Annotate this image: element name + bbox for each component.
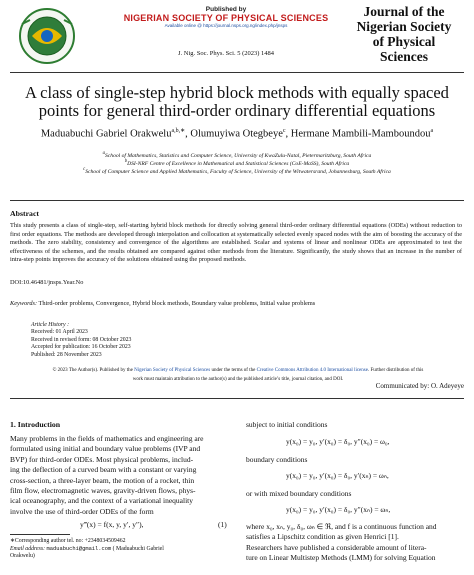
- author-name: , Hermane Mambili-Mamboundou: [285, 128, 431, 140]
- history-received: Received: 01 April 2023: [31, 329, 88, 336]
- body-rule: [10, 398, 464, 399]
- boundary-label: boundary conditions: [246, 455, 308, 464]
- publisher-banner: [118, 6, 334, 42]
- initial-conditions-label: subject to initial conditions: [246, 420, 328, 429]
- where-paragraph: [246, 522, 466, 564]
- journal-title-line: Nigerian Society: [356, 19, 452, 34]
- available-online-link[interactable]: Available online @ https://journal.nsps.org.ng/index.php/jnsps: [164, 23, 288, 28]
- nsps-logo: [10, 6, 84, 66]
- journal-citation: J. Nig. Soc. Phys. Sci. 5 (2023) 1484: [177, 50, 275, 57]
- abstract-heading: Abstract: [10, 209, 40, 218]
- copyright-notice: © 2023 The Author(s). Published by the Nigerian Society of Physical Sciences under the terms of the Creative Commons Attribution 4.0 International license. Further distribution of this work must maintain attribution to the author(s) and the published article’s title, journal citation, and DOI.: [52, 368, 424, 382]
- author-name: Maduabuchi Gabriel Orakwelu: [40, 128, 172, 140]
- where-line: Researchers have published a considerable amount of litera-: [246, 542, 427, 552]
- paper-title: [10, 84, 464, 120]
- article-history: [31, 322, 231, 359]
- footnote-author: ∗Corresponding author tel. no: +2348034509462: [10, 538, 126, 544]
- footnote: ∗Corresponding author tel. no: +2348034509462 Email address: maduabuchi@gmail.com ( Maduabuchi Gabriel Orakwelu): [10, 538, 225, 561]
- journal-title-line: Journal of the: [363, 4, 445, 19]
- footnote-rule: [10, 534, 70, 535]
- keywords-label: Keywords:: [10, 300, 38, 307]
- section-heading: 1. Introduction: [10, 420, 61, 429]
- history-label: Article History :: [31, 322, 69, 328]
- author-list: [10, 127, 464, 140]
- doi[interactable]: DOI:10.46481/jnsps.Year.No: [10, 279, 84, 286]
- footnote-email[interactable]: maduabuchi@gmail.com: [46, 545, 112, 552]
- intro-line: film flow, electromagnetic waves, gravity-driven flows, phys-: [10, 486, 196, 496]
- affiliation: $^b$DSI-NRF Centre of Excellence in Mathematical and Statistical Sciences (CoE-MaSS), South Africa: [124, 159, 350, 167]
- intro-paragraph: [10, 434, 232, 517]
- journal-title-line: Sciences: [380, 49, 428, 64]
- equation-1-number: (1): [218, 520, 227, 529]
- where-line: satisfies a Lipschitz condition as given Henrici [1].: [246, 532, 399, 542]
- society-link[interactable]: Nigerian Society of Physical Sciences: [134, 368, 211, 373]
- journal-title: [336, 4, 472, 64]
- intro-line: BVP) for third-order ODEs. Most physical problems, includ-: [10, 454, 194, 464]
- header-rule: [10, 72, 464, 73]
- intro-line: ing the deflection of a curved beam with a constant or varying: [10, 465, 197, 475]
- author-name: , Olumuyiwa Otegbeye: [185, 128, 283, 140]
- history-published: Published: 28 November 2023: [31, 351, 102, 358]
- journal-title-line: of Physical: [372, 34, 436, 49]
- intro-line: cross-section, a three-layer beam, the motion of a rocket, thin: [10, 475, 195, 485]
- society-name: NIGERIAN SOCIETY OF PHYSICAL SCIENCES: [123, 13, 329, 23]
- equation-initial: y(x₀) = y₀, y′(x₀) = δ₀, y″(x₀) = ω₀,: [286, 437, 390, 446]
- paper-title-line: A class of single-step hybrid block methods with equally spaced: [25, 83, 449, 102]
- abstract-top-rule: [10, 200, 464, 201]
- affiliation: $^a$School of Mathematics, Statistics and Computer Science, University of KwaZulu-Natal, Pietermaritzburg, South Africa: [102, 151, 372, 159]
- intro-line: ical oceanography, and the context of a variational inequality: [10, 496, 193, 506]
- paper-title-line: points for general third-order ordinary differential equations: [38, 101, 436, 120]
- intro-line: formulated using initial and boundary value problems (IVP and: [10, 444, 201, 454]
- equation-mixed: y(x₀) = y₀, y′(x₀) = δ₀, y″(xₙ) = ωₙ,: [286, 505, 391, 514]
- abstract-text: This study presents a class of single-step, self-starting hybrid block methods for directly solving general third-order ordinary differential equations (ODEs) without reduction to first order equations. The methods are developed through interpolation and collocation at systematically selected evenly spaced nodes with the aim of boosting the accuracy of the methods. The zero stability, consistency and convergence of the algorithms are established. Scalar and systems of linear and nonlinear ODEs are approximated to test the effectiveness of the schemes, and the results obtained are compared against other methods from the literature. Significantly, the study shows that an increase in the number of intra-step points improves the accuracy of the solutions obtained using the proposed methods.: [10, 222, 462, 263]
- keywords-text: Third-order problems, Convergence, Hybrid block methods, Boundary value problems, Initial value problems: [38, 300, 316, 307]
- communicated-by: Communicated by: O. Adeyeye: [375, 382, 464, 390]
- where-line: where x₀, xₙ, y₀, δ₀, ωₙ ∈ ℜ, and f is a continuous function and: [246, 522, 437, 531]
- intro-line: Many problems in the fields of mathematics and engineering are: [10, 434, 204, 443]
- intro-line: involve the use of third-order ODEs of the form: [10, 506, 154, 516]
- history-revised: Received in revised form: 08 October 2023: [31, 336, 132, 343]
- mixed-label: or with mixed boundary conditions: [246, 489, 352, 498]
- license-link[interactable]: Creative Commons Attribution 4.0 International license: [256, 368, 368, 373]
- keywords: [10, 300, 464, 307]
- equation-boundary: y(x₀) = y₀, y′(x₀) = δ₀, y′(xₙ) = ωₙ,: [286, 471, 389, 480]
- author-sup: c: [282, 128, 286, 134]
- affiliation: $^c$School of Computer Science and Applied Mathematics, Faculty of Science, University of the Witwatersrand, Johannesburg, South Africa: [83, 167, 391, 175]
- author-sup: a: [430, 128, 434, 134]
- author-sup: a,b,∗: [171, 128, 186, 134]
- history-accepted: Accepted for publication: 16 October 2023: [31, 344, 131, 351]
- equation-1: y‴(x) = f(x, y, y′, y″),: [80, 520, 144, 529]
- published-by-label: Published by: [205, 6, 247, 13]
- where-line: ture on Linear Multistep Methods (LMM) for solving Equation: [246, 553, 436, 563]
